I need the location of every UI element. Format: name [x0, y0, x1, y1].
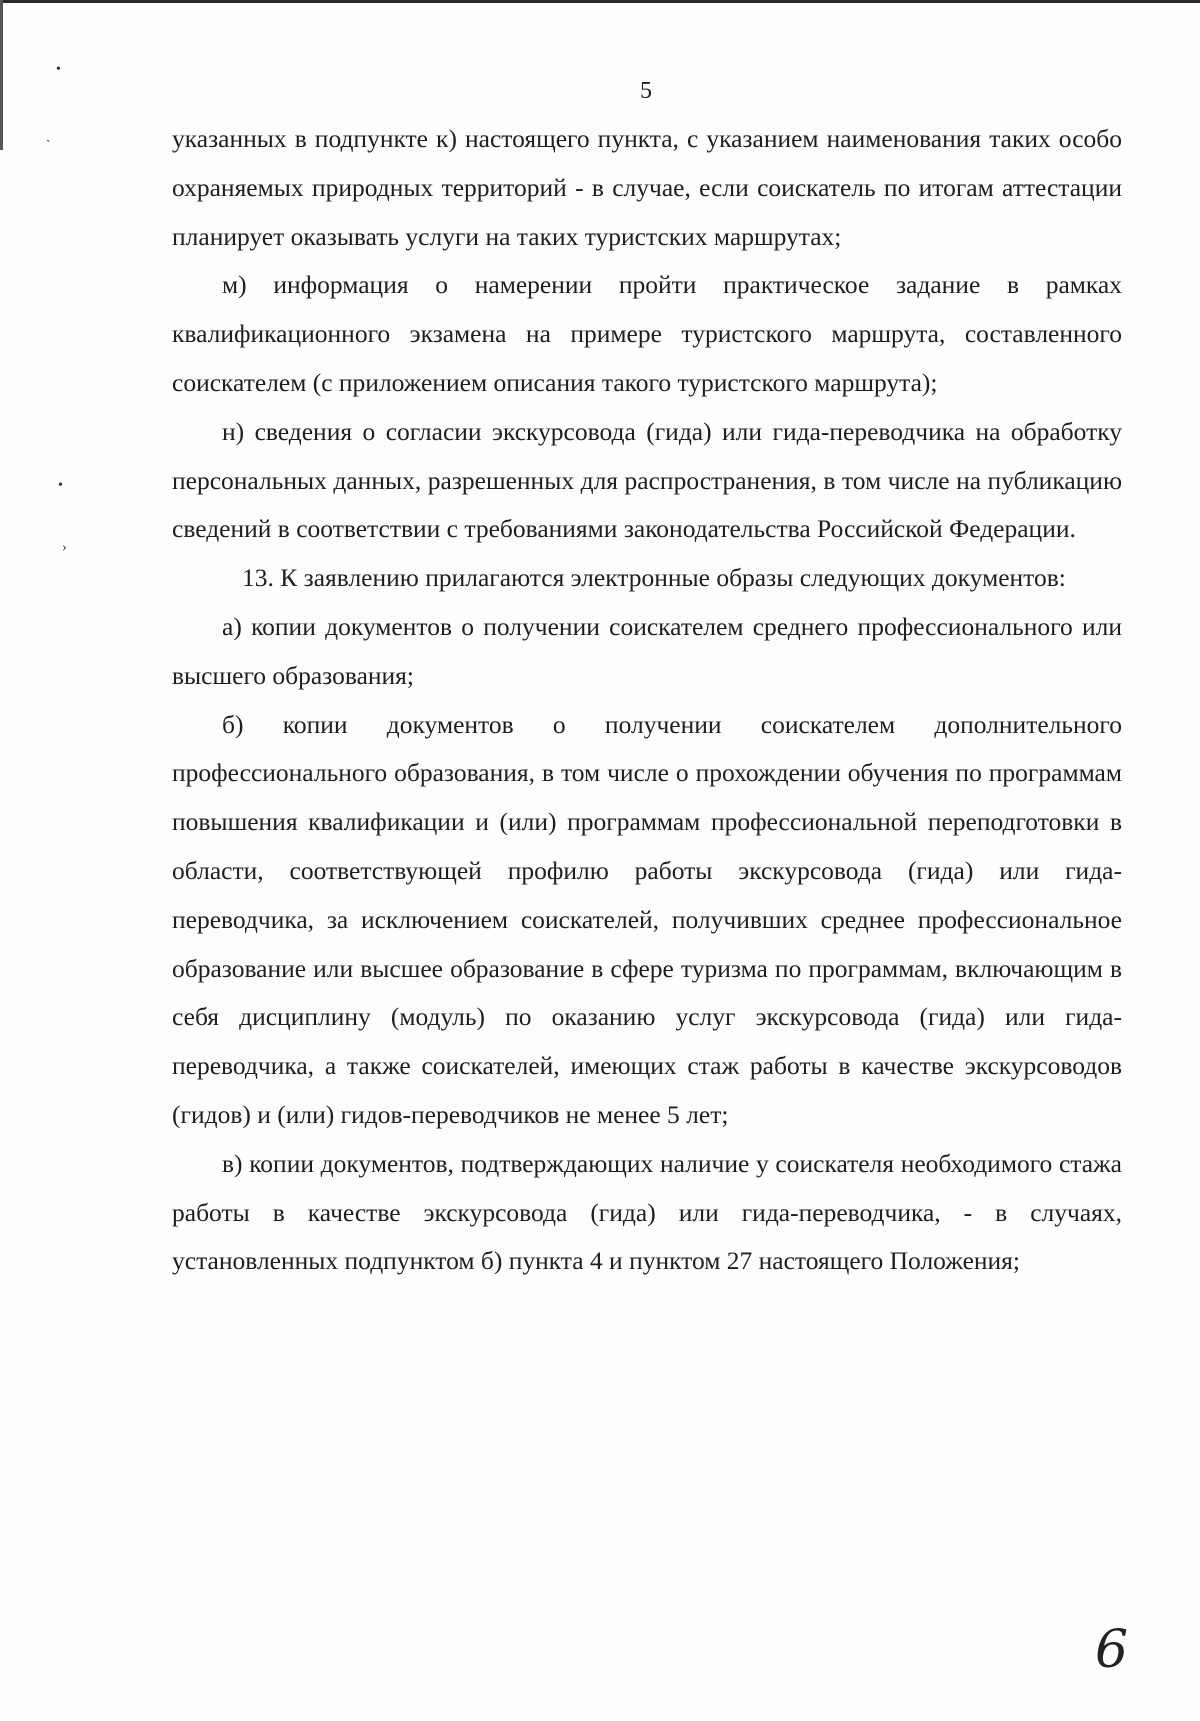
paragraph-item-v: в) копии документов, подтверждающих наличие у соискателя необходимого стажа работы в качестве экскурсовода (гида) или гида-переводчика, - в случаях, установленных подпунктом б) пункта 4 и пунктом 27 настоящего Положения;: [172, 1148, 1122, 1276]
document-body: [172, 115, 1122, 1286]
scan-left-edge: [0, 0, 3, 150]
paragraph-item-b: б) копии документов о получении соискателем дополнительного профессионального образования, в том числе о прохождении обучения по программам повышения квалификации и (или) программам профессиональной переподготовки в области, соответствующей профилю работы экскурсовода (гида) или гида-переводчика, за исключением соискателей, получивших среднее профессиональное образование или высшее образование в сфере туризма по программам, включающим в себя дисциплину (модуль) по оказанию услуг экскурсовода (гида) или гида-переводчика, а также соискателей, имеющих стаж работы в качестве экскурсоводов (гидов) и (или) гидов-переводчиков не менее 5 лет;: [172, 709, 1122, 1129]
scan-speck: ˎ: [46, 128, 51, 143]
paragraph-item-a: а) копии документов о получении соискателем среднего профессионального или высшего образования;: [172, 611, 1122, 690]
handwritten-page-mark: 6: [1095, 1620, 1129, 1680]
paragraph-continuation: указанных в подпункте к) настоящего пункта, с указанием наименования таких особо охраняемых природных территорий - в случае, если соискатель по итогам аттестации планирует оказывать услуги на таких туристских маршрутах;: [172, 124, 1122, 251]
scan-speck: •: [58, 478, 63, 493]
scan-speck: •: [56, 62, 61, 77]
page-number: 5: [640, 78, 652, 104]
paragraph-item-n: н) сведения о согласии экскурсовода (гида) или гида-переводчика на обработку персональных данных, разрешенных для распространения, в том числе на публикацию сведений в соответствии с требованиями законодательства Российской Федерации.: [172, 416, 1122, 544]
paragraph-section-13: 13. К заявлению прилагаются электронные образы следующих документов:: [242, 563, 1066, 593]
scan-top-edge: [0, 0, 1200, 3]
scan-speck: ›: [62, 540, 67, 555]
paragraph-item-m: м) информация о намерении пройти практическое задание в рамках квалификационного экзамена на примере туристского маршрута, составленного соискателем (с приложением описания такого туристского маршрута);: [172, 270, 1122, 397]
